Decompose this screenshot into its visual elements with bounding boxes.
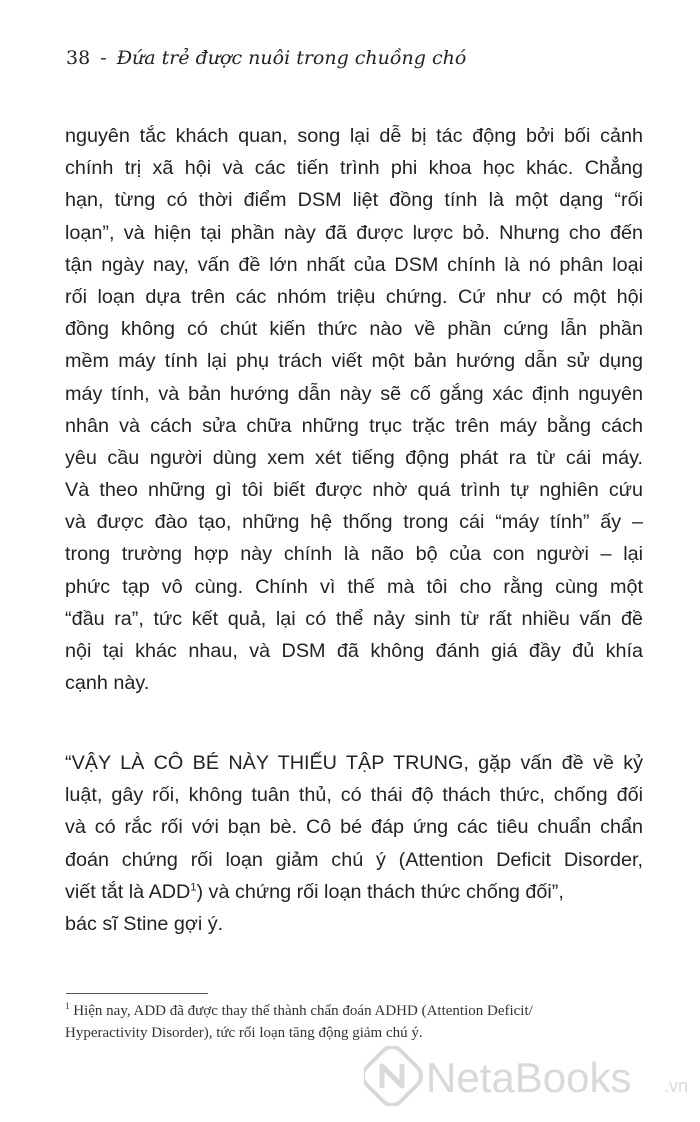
text-line: và được đào tạo, những hệ thống trong cái “máy tính” ấy – [65,511,643,534]
text-line: máy tính, và bản hướng dẫn này sẽ cố gắng xác định nguyên [65,382,643,405]
text-line-with-footnote [65,876,643,908]
text-line: yêu cầu người dùng xem xét tiếng động phát ra từ cái máy. [65,446,643,469]
text-line-head: viết tắt là ADD [65,880,191,903]
text-line: “VẬY LÀ CÔ BÉ NÀY THIẾU TẬP TRUNG, gặp vấn đề về kỷ [65,752,643,774]
footnote-text-2: Hyperactivity Disorder), tức rối loạn tăng động giảm chú ý. [65,1025,423,1041]
text-line: và có rắc rối với bạn bè. Cô bé đáp ứng các tiêu chuẩn chẩn [65,816,643,839]
text-line: bác sĩ Stine gợi ý. [65,912,224,935]
page-number: 38 [66,47,91,69]
watermark [364,1046,694,1106]
header-separator: - [100,47,107,69]
text-line: luật, gây rối, không tuân thủ, có thái độ thách thức, chống đối [65,784,643,807]
watermark-text: NetaBooks [426,1054,632,1101]
text-line: “đầu ra”, tức kết quả, lại có thể nảy sinh từ rất nhiều vấn đề [65,607,643,630]
footnote-line [65,1000,645,1022]
text-line: cạnh này. [65,672,150,695]
footnote [65,1000,645,1044]
footnote-divider [66,993,208,994]
footnote-text-1: Hiện nay, ADD đã được thay thế thành chẩn đoán ADHD (Attention Deficit/ [69,1003,533,1019]
text-line: Và theo những gì tôi biết được nhờ quá trình tự nghiên cứu [65,479,643,502]
book-title: Đứa trẻ được nuôi trong chuồng chó [116,47,467,69]
footnote-marker: 1 [65,1001,70,1011]
text-line: đồng không có chút kiến thức nào về phần cứng lẫn phần [65,318,643,341]
text-line: rối loạn dựa trên các nhóm triệu chứng. Cứ như có một hội [65,285,643,308]
text-line: chính trị xã hội và các tiến trình phi khoa học khác. Chẳng [65,157,643,180]
watermark-suffix: .vn [664,1076,689,1096]
running-header [66,44,466,72]
text-line: phức tạp vô cùng. Chính vì thế mà tôi cho rằng cùng một [65,575,643,598]
text-line: loạn”, và hiện tại phần này đã được lược bỏ. Nhưng cho đến [65,221,643,244]
footnote-reference[interactable]: 1 [190,881,197,894]
body-paragraph-2 [65,747,643,940]
text-line: nhân và cách sửa chữa những trục trặc trên máy bằng cách [65,414,643,437]
text-line: trong trường hợp này chính là não bộ của con người – lại [65,543,643,566]
text-line: mềm máy tính lại phụ trách viết một bản hướng dẫn sử dụng [65,350,643,373]
text-line: nội tại khác nhau, và DSM đã không đánh giá đầy đủ khía [65,640,643,662]
text-line: tận ngày nay, vấn đề lớn nhất của DSM chính là nó phân loại [65,253,643,276]
text-line: đoán chứng rối loạn giảm chú ý (Attention Deficit Disorder, [65,848,643,871]
text-line-tail: ) và chứng rối loạn thách thức chống đối”, [196,880,564,903]
netabooks-logo-icon [364,1046,426,1106]
text-line: nguyên tắc khách quan, song lại dễ bị tác động bởi bối cảnh [65,125,643,147]
text-line: hạn, từng có thời điểm DSM liệt đồng tính là một dạng “rối [65,189,643,212]
body-paragraph-1 [65,120,643,699]
